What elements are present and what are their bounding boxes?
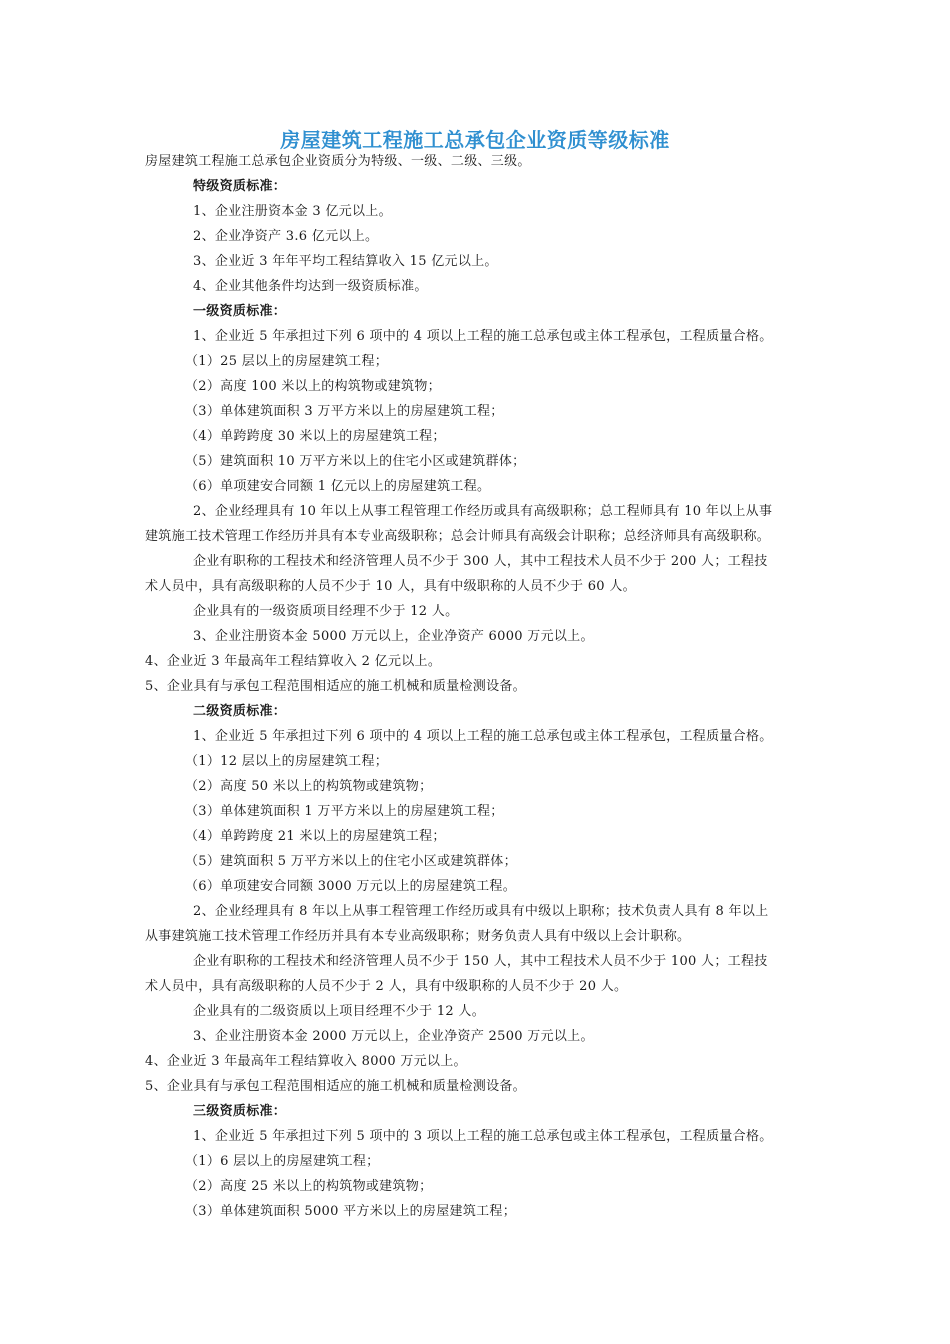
grade2-item2-line2: 从事建筑施工技术管理工作经历并具有本专业高级职称；财务负责人具有中级以上会计职称。 (145, 929, 691, 944)
grade1-project-managers: 企业具有的一级资质项目经理不少于 12 人。 (193, 604, 459, 619)
grade1-sub-item: （6）单项建安合同额 1 亿元以上的房屋建筑工程。 (185, 479, 491, 494)
grade2-sub-item: （5）建筑面积 5 万平方米以上的住宅小区或建筑群体； (185, 854, 517, 869)
grade2-item3: 3、企业注册资本金 2000 万元以上，企业净资产 2500 万元以上。 (193, 1029, 594, 1044)
grade3-heading: 三级资质标准： (193, 1104, 287, 1119)
grade2-sub-item: （1）12 层以上的房屋建筑工程； (185, 754, 389, 769)
grade3-sub-item: （2）高度 25 米以上的构筑物或建筑物； (185, 1179, 433, 1194)
special-heading: 特级资质标准： (193, 179, 287, 194)
special-item: 3、企业近 3 年年平均工程结算收入 15 亿元以上。 (193, 254, 498, 269)
grade1-sub-item: （4）单跨跨度 30 米以上的房屋建筑工程； (185, 429, 446, 444)
grade2-sub-item: （3）单体建筑面积 1 万平方米以上的房屋建筑工程； (185, 804, 504, 819)
grade1-item1: 1、企业近 5 年承担过下列 6 项中的 4 项以上工程的施工总承包或主体工程承包，工程质量合格。 (193, 329, 773, 344)
grade1-sub-item: （5）建筑面积 10 万平方米以上的住宅小区或建筑群体； (185, 454, 526, 469)
document-title: 房屋建筑工程施工总承包企业资质等级标准 (280, 128, 670, 152)
special-item: 4、企业其他条件均达到一级资质标准。 (193, 279, 428, 294)
grade1-heading: 一级资质标准： (193, 304, 287, 319)
grade2-staff-line2: 术人员中，具有高级职称的人员不少于 2 人，具有中级职称的人员不少于 20 人。 (145, 979, 628, 994)
grade1-sub-item: （1）25 层以上的房屋建筑工程； (185, 354, 389, 369)
intro-text: 房屋建筑工程施工总承包企业资质分为特级、一级、二级、三级。 (145, 154, 531, 169)
grade1-item3: 3、企业注册资本金 5000 万元以上，企业净资产 6000 万元以上。 (193, 629, 594, 644)
grade1-sub-item: （3）单体建筑面积 3 万平方米以上的房屋建筑工程； (185, 404, 504, 419)
grade2-sub-item: （2）高度 50 米以上的构筑物或建筑物； (185, 779, 433, 794)
special-item: 1、企业注册资本金 3 亿元以上。 (193, 204, 392, 219)
grade1-staff-line2: 术人员中，具有高级职称的人员不少于 10 人，具有中级职称的人员不少于 60 人。 (145, 579, 636, 594)
grade1-item2-line1: 2、企业经理具有 10 年以上从事工程管理工作经历或具有高级职称；总工程师具有 10 年以上从事 (193, 504, 773, 519)
grade1-staff-line1: 企业有职称的工程技术和经济管理人员不少于 300 人，其中工程技术人员不少于 200 人；工程技 (193, 554, 768, 569)
grade2-heading: 二级资质标准： (193, 704, 287, 719)
grade2-project-managers: 企业具有的二级资质以上项目经理不少于 12 人。 (193, 1004, 486, 1019)
grade2-item2-line1: 2、企业经理具有 8 年以上从事工程管理工作经历或具有中级以上职称；技术负责人具有 8 年以上 (193, 904, 769, 919)
grade1-item5: 5、企业具有与承包工程范围相适应的施工机械和质量检测设备。 (145, 679, 526, 694)
special-item: 2、企业净资产 3.6 亿元以上。 (193, 229, 379, 244)
grade3-sub-item: （3）单体建筑面积 5000 平方米以上的房屋建筑工程； (185, 1204, 517, 1219)
grade2-sub-item: （4）单跨跨度 21 米以上的房屋建筑工程； (185, 829, 446, 844)
grade2-item1: 1、企业近 5 年承担过下列 6 项中的 4 项以上工程的施工总承包或主体工程承包，工程质量合格。 (193, 729, 773, 744)
grade3-item1: 1、企业近 5 年承担过下列 5 项中的 3 项以上工程的施工总承包或主体工程承包，工程质量合格。 (193, 1129, 773, 1144)
grade1-item2-line2: 建筑施工技术管理工作经历并具有本专业高级职称；总会计师具有高级会计职称；总经济师具有高级职称。 (145, 529, 771, 544)
grade1-item4: 4、企业近 3 年最高年工程结算收入 2 亿元以上。 (145, 654, 442, 669)
grade2-item5: 5、企业具有与承包工程范围相适应的施工机械和质量检测设备。 (145, 1079, 526, 1094)
grade2-sub-item: （6）单项建安合同额 3000 万元以上的房屋建筑工程。 (185, 879, 517, 894)
grade2-staff-line1: 企业有职称的工程技术和经济管理人员不少于 150 人，其中工程技术人员不少于 100 人；工程技 (193, 954, 768, 969)
grade1-sub-item: （2）高度 100 米以上的构筑物或建筑物； (185, 379, 441, 394)
grade2-item4: 4、企业近 3 年最高年工程结算收入 8000 万元以上。 (145, 1054, 467, 1069)
grade3-sub-item: （1）6 层以上的房屋建筑工程； (185, 1154, 380, 1169)
